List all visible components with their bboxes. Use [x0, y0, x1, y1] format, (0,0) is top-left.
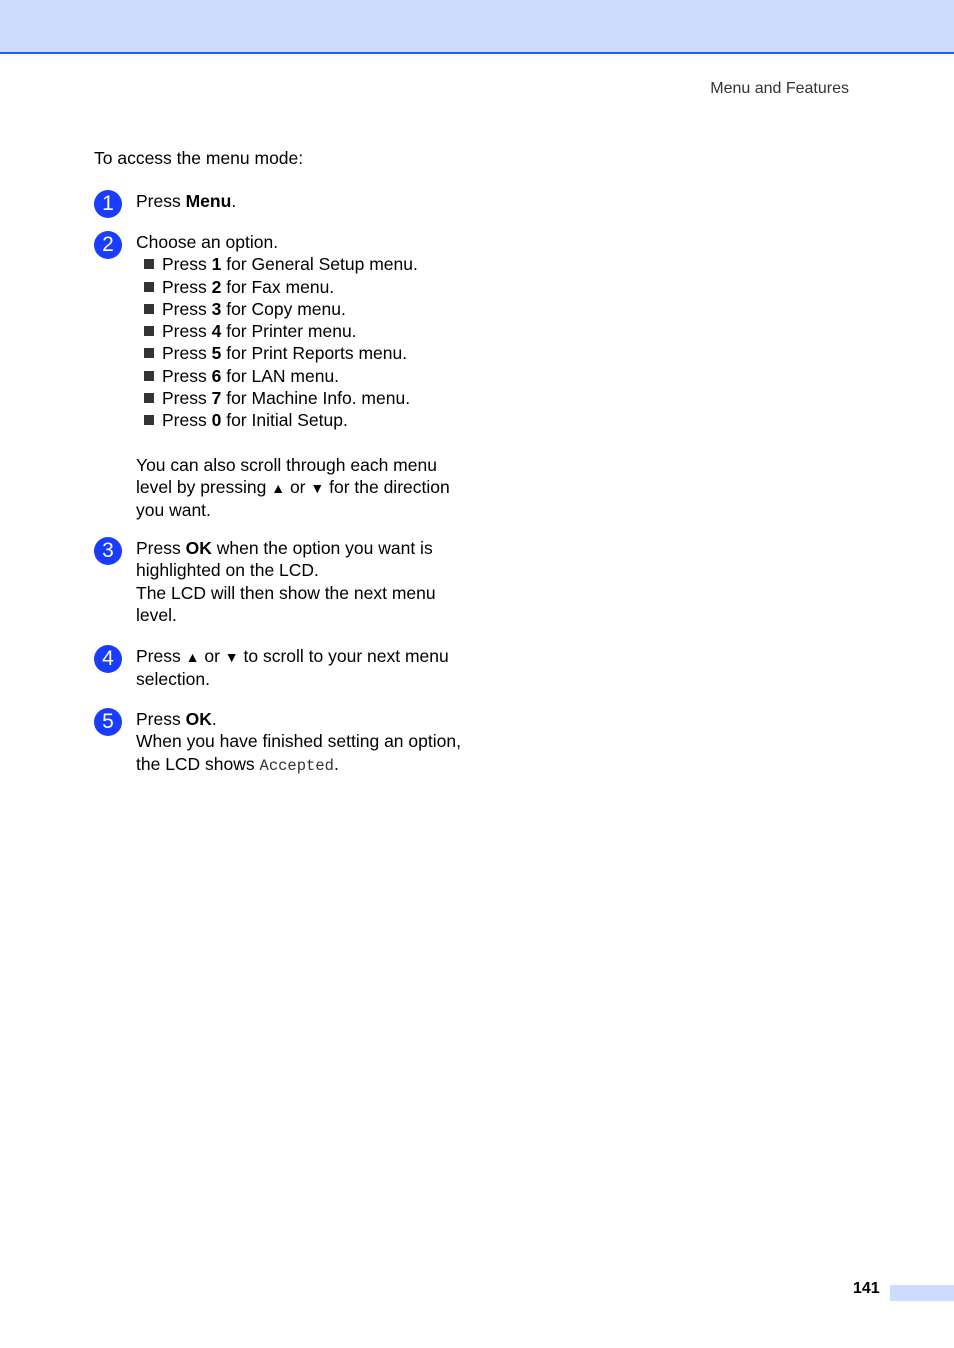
- bullet-square-icon: [144, 259, 154, 269]
- list-item: Press 2 for Fax menu.: [144, 276, 476, 298]
- down-arrow-icon: ▼: [310, 479, 325, 496]
- scroll-note: You can also scroll through each menu level by pressing ▲ or ▼ for the direction you want.: [136, 454, 450, 521]
- menu-key: Menu: [185, 191, 232, 211]
- bullet-square-icon: [144, 415, 154, 425]
- bullet-square-icon: [144, 393, 154, 403]
- step-3-body: Press OK when the option you want is highlighted on the LCD. The LCD will then show the next menu level.: [136, 538, 436, 625]
- step-number-1: 1: [94, 190, 122, 218]
- lcd-message: Accepted: [259, 756, 334, 775]
- ok-key: OK: [185, 538, 212, 558]
- running-head: Menu and Features: [710, 80, 849, 97]
- up-arrow-icon: ▲: [185, 649, 200, 665]
- list-item: Press 1 for General Setup menu.: [144, 253, 476, 275]
- bullet-square-icon: [144, 304, 154, 314]
- bullet-square-icon: [144, 282, 154, 292]
- list-item: Press 3 for Copy menu.: [144, 298, 476, 320]
- up-arrow-icon: ▲: [271, 479, 286, 496]
- step-2-body: Choose an option. Press 1 for General Setup menu. Press 2 for Fax menu. Press 3 for Copy menu. Press 4 for Printer menu. Press 5 for Print Reports menu. Press 6 for LAN menu. Press 7 for Machine Info. menu. Press 0 for Initial Setup. You can also scroll through each menu level by pressing ▲ or ▼ for the direction you want.: [136, 231, 476, 522]
- option-list: [136, 253, 476, 431]
- step-number-3: 3: [94, 537, 122, 565]
- list-item: Press 5 for Print Reports menu.: [144, 342, 476, 364]
- intro-text: To access the menu mode:: [94, 148, 304, 168]
- step-5-body: Press OK. When you have finished setting an option, the LCD shows Accepted.: [136, 709, 461, 775]
- header-band: [0, 0, 954, 54]
- bullet-square-icon: [144, 348, 154, 358]
- list-item: Press 6 for LAN menu.: [144, 365, 476, 387]
- step-1-body: Press Menu.: [136, 191, 237, 211]
- list-item: Press 0 for Initial Setup.: [144, 409, 476, 431]
- list-item: Press 4 for Printer menu.: [144, 320, 476, 342]
- page-tab: [890, 1285, 954, 1301]
- ok-key: OK: [185, 709, 212, 729]
- step-4-body: Press ▲ or ▼ to scroll to your next menu selection.: [136, 646, 449, 690]
- bullet-square-icon: [144, 371, 154, 381]
- list-item: Press 7 for Machine Info. menu.: [144, 387, 476, 409]
- step-number-2: 2: [94, 231, 122, 259]
- step-number-5: 5: [94, 708, 122, 736]
- bullet-square-icon: [144, 326, 154, 336]
- page-number: 141: [853, 1280, 880, 1297]
- step-number-4: 4: [94, 645, 122, 673]
- down-arrow-icon: ▼: [224, 649, 239, 665]
